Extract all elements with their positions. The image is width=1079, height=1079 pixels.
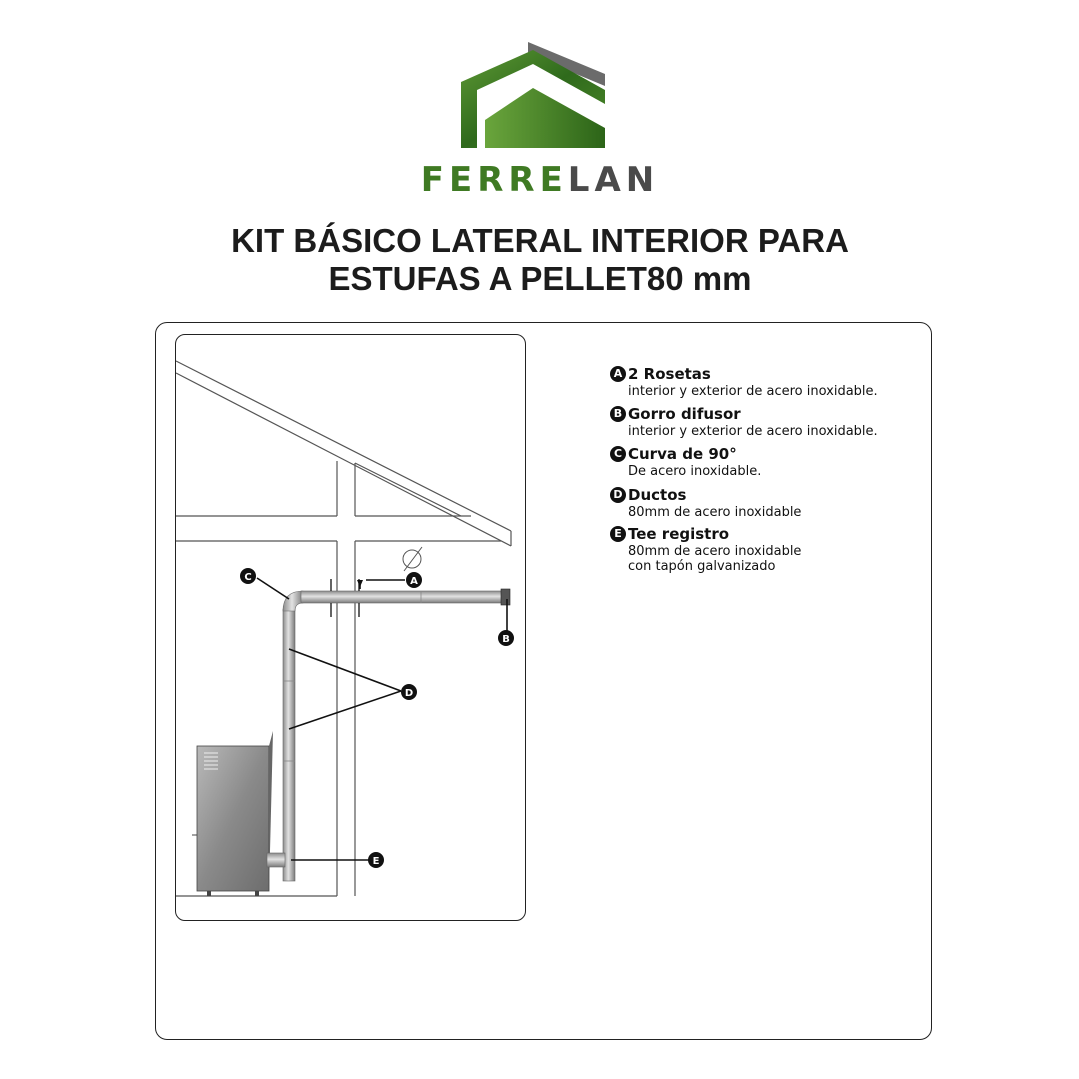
brand-part1: FERRE: [420, 160, 568, 200]
cap-diffuser: [501, 589, 510, 605]
legend-desc: con tapón galvanizado: [628, 559, 776, 574]
legend-desc: 80mm de acero inoxidable: [628, 505, 802, 520]
page-title: [140, 222, 940, 298]
legend-title: Gorro difusor: [628, 405, 741, 423]
legend-bullet: E: [610, 526, 626, 542]
diameter-symbol: [403, 547, 422, 571]
legend-item-b: [610, 404, 930, 439]
legend-bullet: A: [610, 366, 626, 382]
legend-item-e: [610, 524, 930, 574]
legend-title: Curva de 90°: [628, 445, 737, 463]
legend-title: Ductos: [628, 486, 687, 504]
marker-d: [401, 684, 417, 700]
title-line2: ESTUFAS A PELLET80 mm: [328, 260, 752, 297]
diameter-glyph: ∅: [430, 548, 431, 549]
title-line1: KIT BÁSICO LATERAL INTERIOR PARA: [231, 222, 849, 259]
legend-bullet: D: [610, 487, 626, 503]
brand-wordmark: [395, 160, 685, 200]
marker-b: [498, 630, 514, 646]
horizontal-duct: [301, 591, 506, 603]
svg-text:A: A: [410, 576, 418, 587]
svg-text:C: C: [244, 572, 252, 583]
legend-desc: interior y exterior de acero inoxidable.: [628, 384, 878, 399]
tee-registro: [267, 853, 285, 867]
legend-bullet: C: [610, 446, 626, 462]
legend-item-a: [610, 364, 930, 399]
legend-item-c: [610, 444, 930, 479]
svg-text:B: B: [502, 634, 510, 645]
legend-item-d: [610, 485, 930, 520]
svg-text:D: D: [404, 688, 414, 699]
legend-title: 2 Rosetas: [628, 365, 711, 383]
installation-diagram: [175, 334, 526, 921]
brand-part2: LAN: [567, 160, 660, 200]
legend-title: Tee registro: [628, 525, 730, 543]
legend-desc: De acero inoxidable.: [628, 464, 762, 479]
diagram-svg: [176, 335, 526, 921]
marker-c: [240, 568, 256, 584]
legend-bullet: B: [610, 406, 626, 422]
marker-a: [406, 572, 422, 588]
marker-e: [368, 852, 384, 868]
svg-text:E: E: [372, 856, 380, 867]
bend-90: [283, 591, 303, 611]
pellet-stove: [192, 731, 273, 896]
legend-desc: 80mm de acero inoxidable: [628, 544, 802, 559]
legend-desc: interior y exterior de acero inoxidable.: [628, 424, 878, 439]
